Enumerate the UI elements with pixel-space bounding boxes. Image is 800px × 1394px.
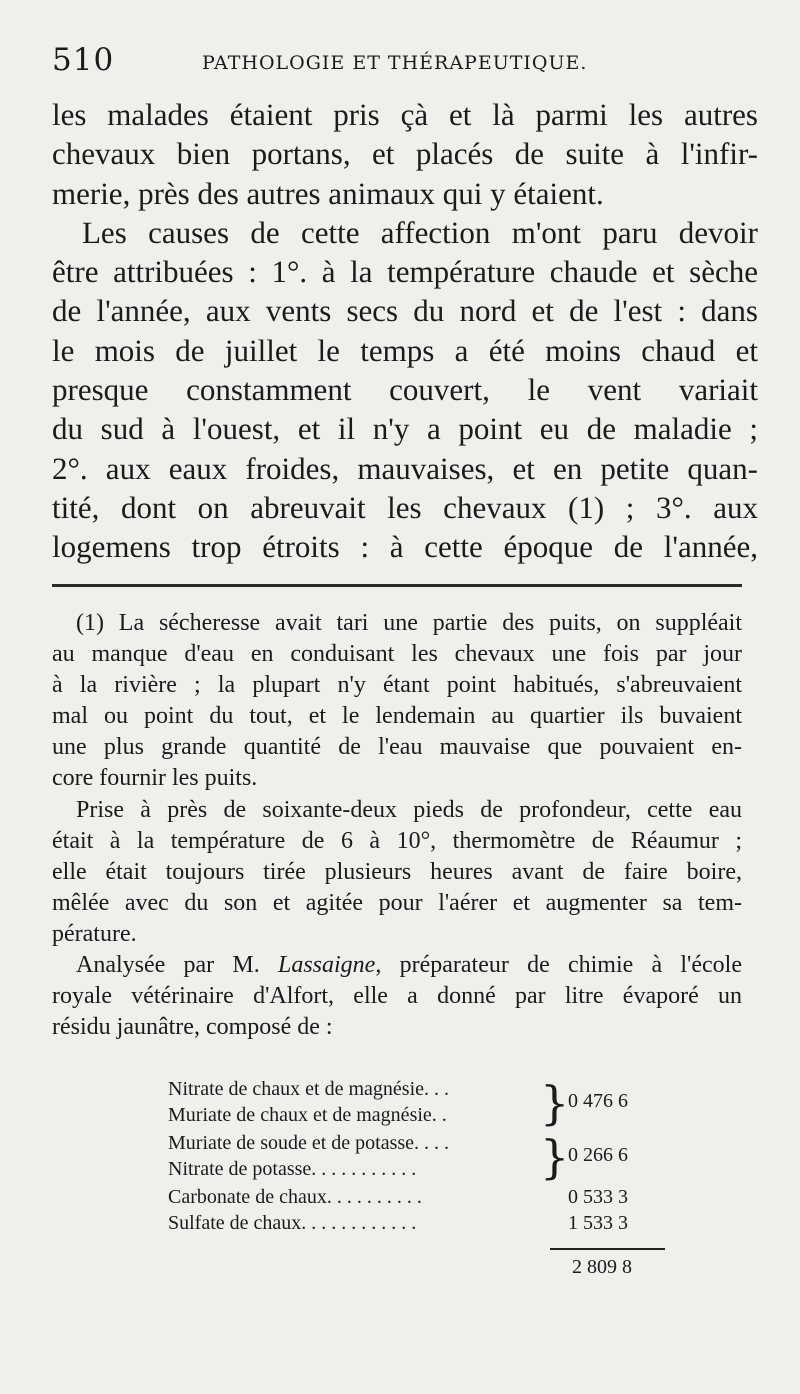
footnote-line: à la rivière ; la plupart n'y étant point habitués, s'abreuvaient [52, 672, 742, 699]
text-line: chevaux bien portans, et placés de suite à l'infir- [52, 136, 758, 172]
footnote-line: royale vétérinaire d'Alfort, elle a donné par litre évaporé un [52, 983, 742, 1010]
footnote-line: core fournir les puits. [52, 765, 258, 792]
analysis-value: 0 476 6 [568, 1090, 628, 1112]
analysis-label: Carbonate de chaux. . . . . . . . . . [168, 1186, 422, 1208]
text-line: logemens trop étroits : à cette époque de l'année, [52, 529, 758, 565]
text-line: de l'année, aux vents secs du nord et de l'est : dans [52, 293, 758, 329]
footnote-line: mêlée avec du son et agitée pour l'aérer et augmenter sa tem- [52, 889, 742, 916]
sum-rule [550, 1248, 665, 1250]
footnote-line: résidu jaunâtre, composé de : [52, 1014, 333, 1041]
analysis-label: Nitrate de potasse. . . . . . . . . . . [168, 1158, 417, 1180]
footnote-line: mal ou point du tout, et le lendemain au quartier ils buvaient [52, 703, 742, 730]
analysis-value: 1 533 3 [568, 1212, 628, 1234]
text-line: merie, près des autres animaux qui y étaient. [52, 175, 604, 211]
footnote [52, 608, 742, 1043]
footnote-separator [52, 584, 742, 587]
analysis-row [168, 1186, 668, 1212]
text-line: tité, dont on abreuvait les chevaux (1) ; 3°. aux [52, 489, 758, 525]
text-line: être attribuées : 1°. à la température chaude et sèche [52, 254, 758, 290]
text-line: du sud à l'ouest, et il n'y a point eu de maladie ; [52, 411, 758, 447]
footnote-line: était à la température de 6 à 10°, thermomètre de Réaumur ; [52, 827, 742, 854]
brace-icon: } [540, 1130, 570, 1184]
footnote-line: (1) La sécheresse avait tari une partie des puits, on suppléait [76, 610, 742, 636]
text-line: les malades étaient pris çà et là parmi les autres [52, 97, 758, 132]
brace-icon: } [540, 1076, 570, 1130]
text-line: le mois de juillet le temps a été moins chaud et [52, 332, 758, 368]
main-text [52, 95, 758, 567]
analysis-label: Sulfate de chaux. . . . . . . . . . . . [168, 1212, 417, 1234]
analysis-label: Muriate de chaux et de magnésie. . [168, 1104, 447, 1126]
page-header [52, 42, 762, 82]
analysis-label: Nitrate de chaux et de magnésie. . . [168, 1078, 449, 1100]
text-line: 2°. aux eaux froides, mauvaises, et en petite quan- [52, 450, 758, 486]
analysis-value: 0 266 6 [568, 1144, 628, 1166]
text-line: presque constamment couvert, le vent variait [52, 372, 758, 408]
footnote-line: pérature. [52, 920, 137, 947]
footnote-line: Analysée par M. Lassaigne, préparateur de chimie à l'école [76, 952, 742, 979]
footnote-line: au manque d'eau en conduisant les chevaux une fois par jour [52, 641, 742, 668]
footnote-line: elle était toujours tirée plusieurs heures avant de faire boire, [52, 858, 742, 885]
analysis-total: 2 809 8 [572, 1256, 632, 1278]
text-line: Les causes de cette affection m'ont paru devoir [82, 214, 758, 250]
page-number: 510 [52, 42, 115, 78]
footnote-line: une plus grande quantité de l'eau mauvaise que pouvaient en- [52, 734, 742, 761]
footnote-line: Prise à près de soixante-deux pieds de profondeur, cette eau [76, 796, 742, 823]
analysis-label: Muriate de soude et de potasse. . . . [168, 1132, 450, 1154]
author-name: Lassaigne [277, 952, 376, 979]
analysis-value: 0 533 3 [568, 1186, 628, 1208]
running-title: PATHOLOGIE ET THÉRAPEUTIQUE. [202, 52, 588, 74]
analysis-row [168, 1212, 668, 1238]
